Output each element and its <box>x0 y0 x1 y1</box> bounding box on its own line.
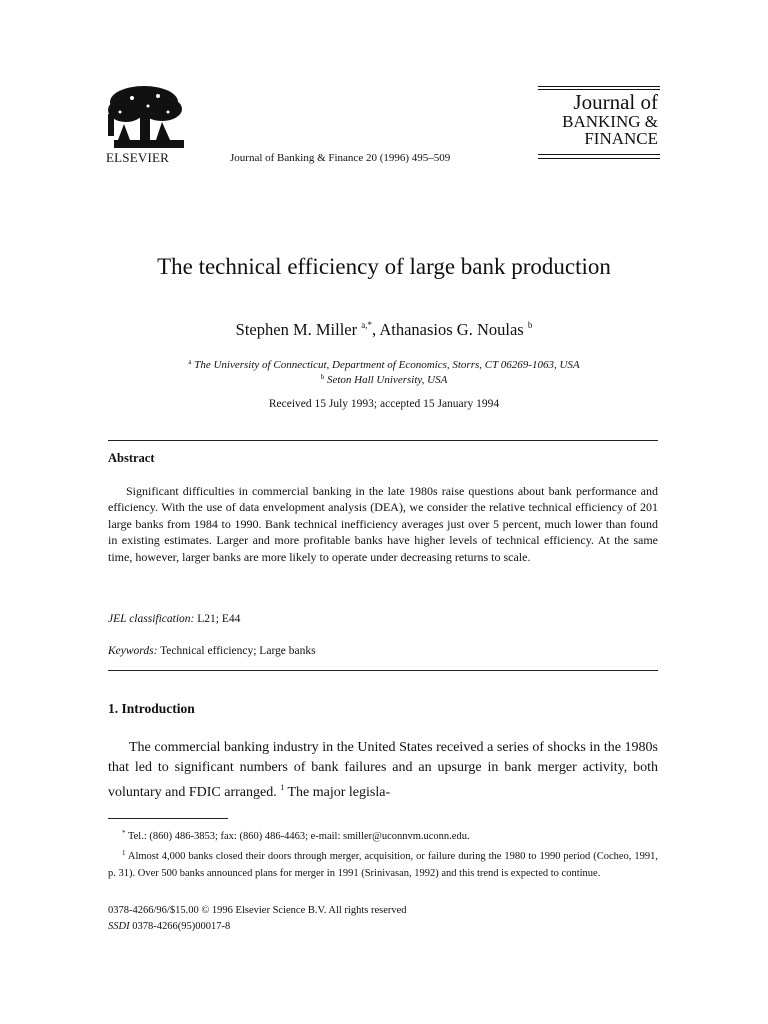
footnote-mark: 1 <box>122 849 126 858</box>
affiliation-text: Seton Hall University, USA <box>326 374 448 386</box>
abstract-top-rule <box>108 440 658 441</box>
copyright-block <box>108 903 407 934</box>
author-line <box>120 320 648 340</box>
affiliation-mark: a <box>188 358 192 366</box>
intro-text-continued: The major legisla- <box>287 785 391 800</box>
article-title: The technical efficiency of large bank production <box>157 254 611 279</box>
author-separator: , <box>372 320 380 339</box>
abstract-heading: Abstract <box>108 451 155 465</box>
received-dates: Received 15 July 1993; accepted 15 January 1994 <box>268 398 500 410</box>
affiliation-b <box>110 373 658 386</box>
ssdi-line <box>108 919 407 935</box>
journal-logo-line3: FINANCE <box>584 129 658 148</box>
abstract-bottom-rule <box>108 670 658 671</box>
jel-value: L21; E44 <box>197 613 241 625</box>
keywords <box>108 645 316 657</box>
footnote-text: Tel.: (860) 486-3853; fax: (860) 486-4463; e-mail: smiller@uconnvm.uconn.edu. <box>127 831 470 842</box>
footnotes <box>108 825 658 882</box>
footnote <box>108 825 658 845</box>
author-affiliation-mark: b <box>527 320 533 330</box>
affiliation-a <box>110 358 658 371</box>
author-name: Athanasios G. Noulas <box>379 320 524 339</box>
journal-logo-rule-bottom-2 <box>538 158 660 159</box>
journal-logo-rule-top <box>538 86 660 87</box>
journal-logo-rule-bottom <box>538 154 660 155</box>
jel-classification <box>108 613 240 625</box>
publisher-name: ELSEVIER <box>106 150 169 165</box>
affiliation-mark: b <box>320 373 325 381</box>
journal-logo <box>534 84 660 164</box>
journal-citation: Journal of Banking & Finance 20 (1996) 495–509 <box>230 152 451 164</box>
copyright-line: 0378-4266/96/$15.00 © 1996 Elsevier Science B.V. All rights reserved <box>108 905 407 916</box>
keywords-value: Technical efficiency; Large banks <box>160 645 316 657</box>
keywords-label: Keywords: <box>108 645 158 657</box>
footnote-text: Almost 4,000 banks closed their doors through merger, acquisition, or failure during the 1980 to 1990 period (Cocheo, 1991, p. 31). Over 500 banks announced plans for merger in 1991 (Srinivasan, 1992) and this trend is expected to continue. <box>108 851 658 879</box>
author-name: Stephen M. Miller <box>235 320 358 339</box>
elsevier-tree-logo <box>104 84 188 154</box>
footnote <box>108 845 658 882</box>
journal-logo-line2: BANKING & <box>562 112 658 131</box>
affiliation-text: The University of Connecticut, Department of Economics, Storrs, CT 06269-1063, USA <box>194 359 580 371</box>
ssdi-label: SSDI <box>108 920 130 932</box>
jel-label: JEL classification: <box>108 613 195 625</box>
abstract-text: Significant difficulties in commercial banking in the late 1980s raise questions about bank performance and efficiency. With the use of data envelopment analysis (DEA), we consider the relative technical efficiency of 201 large banks from 1984 to 1990. Bank technical inefficiency averages just over 5 percent, much lower than found in existing estimates. Larger and more profitable banks have higher levels of technical efficiency. At the same time, however, larger banks are more likely to operate under decreasing returns to scale. <box>108 484 658 564</box>
section-heading: 1. Introduction <box>108 701 195 716</box>
introduction-paragraph <box>108 738 658 803</box>
author-affiliation-mark: a,* <box>361 320 372 330</box>
footnote-mark: * <box>122 829 126 837</box>
intro-text: The commercial banking industry in the United States received a series of shocks in the 1980s that led to significant numbers of bank failures and an upsurge in bank merger activity, both voluntary and FDIC arranged. <box>108 740 658 800</box>
journal-logo-line1: Journal of <box>573 90 658 114</box>
ssdi-value: 0378-4266(95)00017-8 <box>132 920 231 932</box>
footnote-reference: 1 <box>280 783 285 792</box>
footnote-rule <box>108 818 228 819</box>
